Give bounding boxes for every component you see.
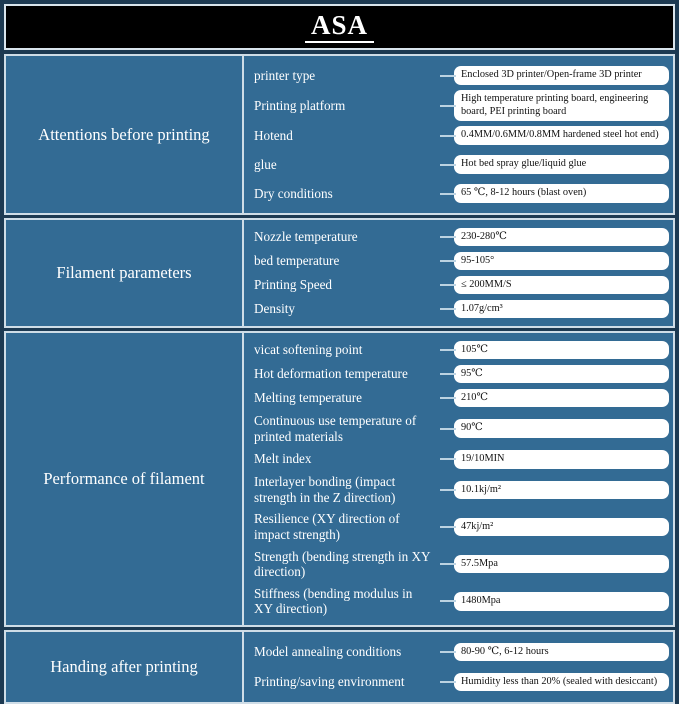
connector-line-icon	[440, 681, 456, 683]
connector-line-icon	[440, 236, 456, 238]
table-row	[244, 667, 669, 697]
table-row	[244, 338, 669, 362]
table-row	[244, 471, 669, 508]
row-value: 80-90 ℃, 6-12 hours	[454, 643, 669, 662]
connector-line-icon	[440, 489, 456, 491]
section-label: Performance of filament	[6, 333, 244, 625]
connector-line-icon	[440, 135, 456, 137]
row-key: printer type	[254, 67, 316, 83]
connector-line-icon	[440, 284, 456, 286]
table-row	[244, 179, 669, 208]
row-key: Strength (bending strength in XY direction)	[254, 548, 431, 580]
connector-line-icon	[440, 105, 456, 107]
table-row	[244, 225, 669, 249]
row-value: 95-105°	[454, 252, 669, 271]
row-value: 47kj/m²	[454, 518, 669, 537]
row-key: Continuous use temperature of printed materials	[254, 413, 417, 444]
table-row	[244, 410, 669, 447]
row-key: glue	[254, 156, 277, 172]
table-row	[244, 61, 669, 90]
section-attentions-before-printing	[4, 54, 675, 215]
row-key: Hot deformation temperature	[254, 366, 408, 382]
row-value: Humidity less than 20% (sealed with desiccant)	[454, 673, 669, 692]
section-rows	[244, 56, 673, 213]
connector-line-icon	[440, 563, 456, 565]
connector-line-icon	[440, 458, 456, 460]
connector-line-icon	[440, 193, 456, 195]
row-key: Printing/saving environment	[254, 674, 405, 690]
row-value: Hot bed spray glue/liquid glue	[454, 155, 669, 174]
connector-line-icon	[440, 397, 456, 399]
row-key: Resilience (XY direction of impact strength)	[254, 511, 400, 542]
table-row	[244, 297, 669, 321]
row-value: 105℃	[454, 341, 669, 360]
row-value: ≤ 200MM/S	[454, 276, 669, 295]
connector-line-icon	[440, 164, 456, 166]
row-value: Enclosed 3D printer/Open-frame 3D printer	[454, 66, 669, 85]
row-value: 10.1kj/m²	[454, 481, 669, 500]
row-key: bed temperature	[254, 253, 340, 269]
row-key: Melt index	[254, 451, 312, 467]
section-label: Filament parameters	[6, 220, 244, 326]
connector-line-icon	[440, 373, 456, 375]
section-rows	[244, 333, 673, 625]
row-value: 19/10MIN	[454, 450, 669, 469]
section-rows	[244, 220, 673, 326]
row-key: Nozzle temperature	[254, 229, 358, 245]
connector-line-icon	[440, 349, 456, 351]
section-label: Attentions before printing	[6, 56, 244, 213]
table-row	[244, 508, 669, 545]
table-row	[244, 362, 669, 386]
connector-line-icon	[440, 651, 456, 653]
connector-line-icon	[440, 260, 456, 262]
row-key: Dry conditions	[254, 185, 333, 201]
connector-line-icon	[440, 308, 456, 310]
connector-line-icon	[440, 526, 456, 528]
section-performance-of-filament	[4, 331, 675, 627]
row-key: Model annealing conditions	[254, 644, 402, 660]
table-row	[244, 637, 669, 667]
connector-line-icon	[440, 75, 456, 77]
row-key: Printing platform	[254, 97, 346, 113]
row-value: 210℃	[454, 389, 669, 408]
table-row	[244, 249, 669, 273]
connector-line-icon	[440, 428, 456, 430]
connector-line-icon	[440, 600, 456, 602]
section-handing-after-printing	[4, 630, 675, 704]
table-row	[244, 386, 669, 410]
row-value: 1.07g/cm³	[454, 300, 669, 319]
row-key: Printing Speed	[254, 277, 333, 293]
page-title: ASA	[305, 12, 374, 43]
table-row	[244, 447, 669, 471]
table-row	[244, 150, 669, 179]
spec-table	[4, 54, 675, 690]
row-key: Interlayer bonding (impact strength in the Z direction)	[254, 474, 396, 505]
row-key: Melting temperature	[254, 390, 363, 406]
section-filament-parameters	[4, 218, 675, 328]
table-row	[244, 583, 669, 620]
row-key: Stiffness (bending modulus in XY direction)	[254, 585, 413, 617]
title-bar	[4, 4, 675, 50]
section-label: Handing after printing	[6, 632, 244, 702]
row-value: 95℃	[454, 365, 669, 384]
table-row	[244, 121, 669, 150]
table-row	[244, 546, 669, 583]
row-value: 1480Mpa	[454, 592, 669, 611]
row-value: 0.4MM/0.6MM/0.8MM hardened steel hot end)	[454, 126, 669, 145]
table-row	[244, 273, 669, 297]
row-value: High temperature printing board, engineering board, PEI printing board	[454, 90, 669, 121]
row-value: 57.5Mpa	[454, 555, 669, 574]
row-value: 65 ℃, 8-12 hours (blast oven)	[454, 184, 669, 203]
row-value: 90℃	[454, 419, 669, 438]
row-value: 230-280℃	[454, 228, 669, 247]
row-key: Density	[254, 301, 296, 317]
section-rows	[244, 632, 673, 702]
row-key: vicat softening point	[254, 342, 363, 358]
table-row	[244, 90, 669, 121]
row-key: Hotend	[254, 127, 293, 143]
